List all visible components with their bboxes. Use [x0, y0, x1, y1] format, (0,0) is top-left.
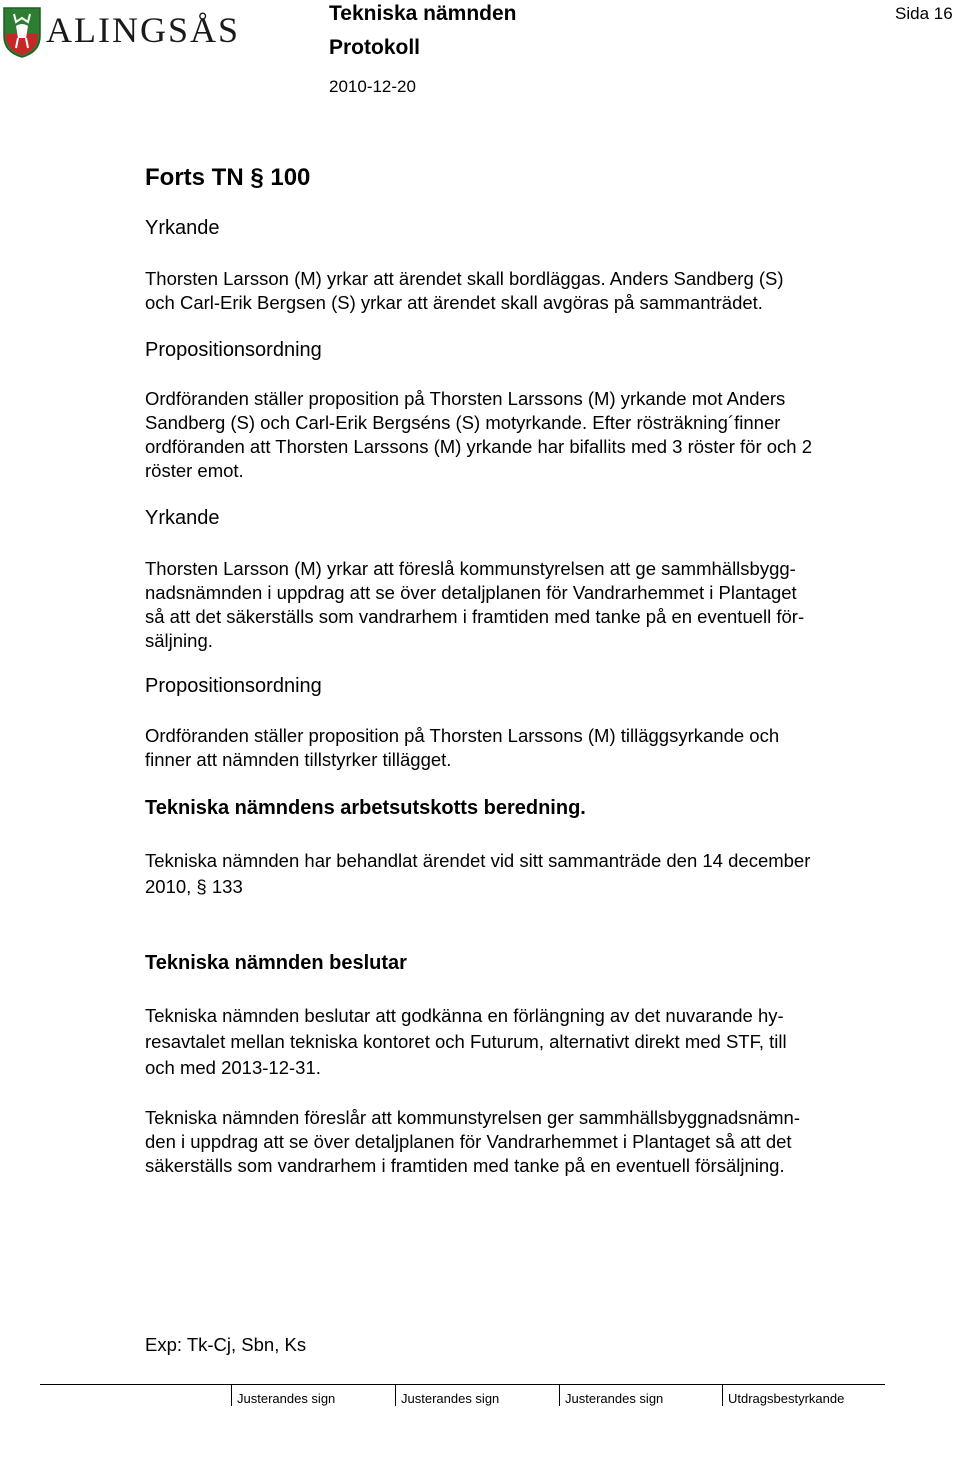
- paragraph-line: Thorsten Larsson (M) yrkar att föreslå kommunstyrelsen att ge sammhällsbygg-: [145, 558, 796, 579]
- footer-divider: [231, 1384, 232, 1406]
- alingsas-logo: [2, 6, 262, 60]
- section-heading-yrkande-1: Yrkande: [145, 217, 220, 239]
- paragraph-line: röster emot.: [145, 460, 244, 481]
- paragraph-line: säkerställs som vandrarhem i framtiden med tanke på en eventuell försäljning.: [145, 1155, 785, 1176]
- paragraph-line: finner att nämnden tillstyrker tillägget.: [145, 749, 452, 770]
- coat-of-arms-icon: [2, 6, 42, 58]
- paragraph-line: ordföranden att Thorsten Larssons (M) yrkande har bifallits med 3 röster för och 2: [145, 436, 813, 457]
- footer-extract-label: Utdragsbestyrkande: [728, 1391, 845, 1406]
- paragraph-line: Sandberg (S) och Carl-Erik Bergséns (S) motyrkande. Efter rösträkning´finner: [145, 412, 781, 433]
- paragraph-propositionsordning-1: [145, 387, 905, 483]
- logo-wordmark: ALINGSÅS: [46, 10, 241, 50]
- paragraph-yrkande-1: [145, 267, 905, 315]
- paragraph-foreslar: [145, 1106, 905, 1178]
- paragraph-arbetsutskott: [145, 848, 905, 900]
- section-heading-arbetsutskott: Tekniska nämndens arbetsutskotts beredning.: [145, 797, 586, 819]
- paragraph-beslutar: [145, 1003, 905, 1081]
- section-heading-beslutar: Tekniska nämnden beslutar: [145, 952, 407, 974]
- document-title: Forts TN § 100: [145, 164, 311, 191]
- paragraph-line: den i uppdrag att se över detaljplanen för Vandrarhemmet i Plantaget så att det: [145, 1131, 792, 1152]
- paragraph-line: 2010, § 133: [145, 876, 243, 897]
- paragraph-propositionsordning-2: [145, 724, 905, 772]
- paragraph-line: och Carl-Erik Bergsen (S) yrkar att ärendet skall avgöras på sammanträdet.: [145, 292, 763, 313]
- paragraph-line: och med 2013-12-31.: [145, 1057, 321, 1078]
- page-number: Sida 16: [895, 4, 953, 23]
- footer-sign-label-1: Justerandes sign: [237, 1391, 336, 1406]
- paragraph-yrkande-2: [145, 557, 905, 653]
- footer-divider: [722, 1384, 723, 1406]
- footer-sign-label-2: Justerandes sign: [401, 1391, 500, 1406]
- paragraph-line: Tekniska nämnden föreslår att kommunstyrelsen ger sammhällsbyggnadsnämn-: [145, 1107, 800, 1128]
- section-heading-propositionsordning-2: Propositionsordning: [145, 675, 322, 697]
- footer-divider: [395, 1384, 396, 1406]
- paragraph-line: säljning.: [145, 630, 213, 651]
- paragraph-line: så att det säkerställs som vandrarhem i framtiden med tanke på en eventuell för-: [145, 606, 805, 627]
- section-heading-yrkande-2: Yrkande: [145, 507, 220, 529]
- paragraph-line: Tekniska nämnden har behandlat ärendet vid sitt sammanträde den 14 december: [145, 850, 811, 871]
- paragraph-line: Ordföranden ställer proposition på Thorsten Larssons (M) yrkande mot Anders: [145, 388, 786, 409]
- paragraph-line: nadsnämnden i uppdrag att se över detaljplanen för Vandrarhemmet i Plantaget: [145, 582, 797, 603]
- section-heading-propositionsordning-1: Propositionsordning: [145, 339, 322, 361]
- paragraph-line: Ordföranden ställer proposition på Thorsten Larssons (M) tilläggsyrkande och: [145, 725, 780, 746]
- footer-divider: [559, 1384, 560, 1406]
- paragraph-line: Exp: Tk-Cj, Sbn, Ks: [145, 1334, 307, 1355]
- expedition-note: [145, 1333, 905, 1357]
- header-date: 2010-12-20: [329, 77, 416, 96]
- header-title: Tekniska nämnden: [329, 2, 517, 25]
- paragraph-line: Thorsten Larsson (M) yrkar att ärendet skall bordläggas. Anders Sandberg (S): [145, 268, 784, 289]
- paragraph-line: resavtalet mellan tekniska kontoret och Futurum, alternativt direkt med STF, till: [145, 1031, 787, 1052]
- footer-sign-label-3: Justerandes sign: [565, 1391, 664, 1406]
- header-subtitle: Protokoll: [329, 36, 421, 59]
- paragraph-line: Tekniska nämnden beslutar att godkänna en förlängning av det nuvarande hy-: [145, 1005, 784, 1026]
- footer-rule: [40, 1384, 885, 1385]
